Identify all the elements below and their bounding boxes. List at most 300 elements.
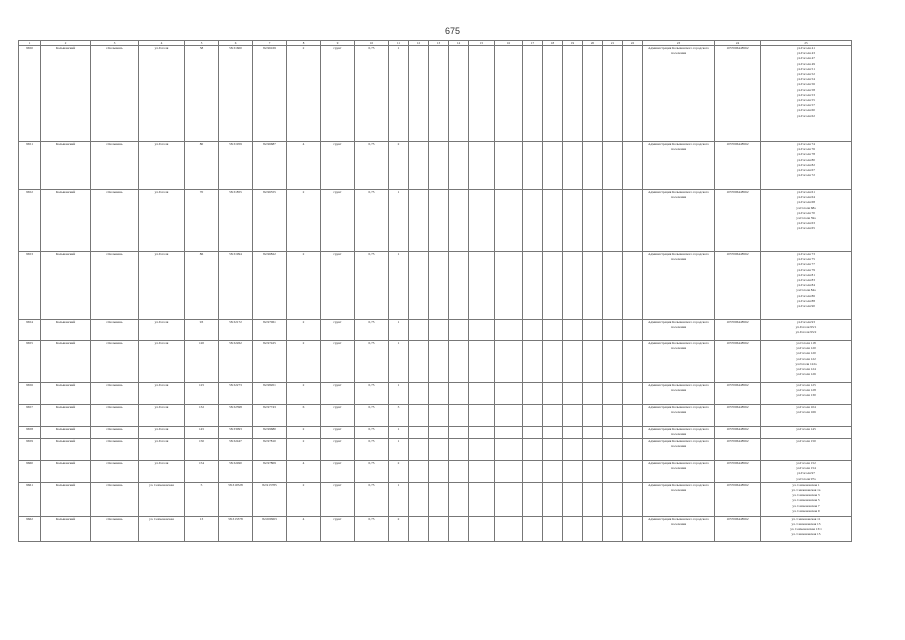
column-number: 12: [409, 41, 429, 46]
empty-cell: [429, 383, 449, 405]
empty-cell: [543, 190, 563, 252]
cell-street: ул.Гоголя: [139, 461, 185, 483]
empty-cell: [583, 341, 603, 383]
address-line: ул.Гоголя 125: [796, 383, 816, 387]
empty-cell: [563, 190, 583, 252]
empty-cell: [449, 427, 469, 439]
address-line: ул.Гоголя 70: [797, 210, 815, 215]
empty-cell: [429, 405, 449, 427]
cell-num: 2: [287, 439, 321, 461]
column-number: 6: [219, 41, 253, 46]
cell-house: 93: [185, 320, 219, 341]
cell-addresses: [761, 142, 852, 190]
table-row: [19, 383, 852, 405]
empty-cell: [543, 142, 563, 190]
empty-cell: [523, 439, 543, 461]
address-line: ул.Гоголя 93/2: [795, 330, 817, 335]
cell-addresses: [761, 383, 852, 405]
empty-cell: [449, 252, 469, 320]
address-line: ул.Гоголя 58: [797, 87, 815, 92]
cell-id: 9651: [19, 142, 41, 190]
cell-lon: 82.96169: [253, 46, 287, 142]
cell-addresses: [761, 482, 852, 516]
empty-cell: [623, 142, 643, 190]
empty-cell: [563, 142, 583, 190]
cell-id: 9655: [19, 341, 41, 383]
cell-town: г.Колывань: [91, 405, 139, 427]
cell-addresses: [761, 190, 852, 252]
register-table: [18, 40, 852, 542]
address-line: ул.Гоголя 166: [796, 410, 816, 415]
cell-area: 0,75: [355, 482, 389, 516]
cell-owner: Администрация Колыванского городского поселения: [643, 439, 715, 461]
empty-cell: [429, 439, 449, 461]
cell-addresses: [761, 516, 852, 541]
empty-cell: [469, 46, 495, 142]
empty-cell: [429, 46, 449, 142]
table-row: [19, 252, 852, 320]
address-line: ул.Гоголя 82: [797, 162, 815, 167]
cell-addresses: [761, 341, 852, 383]
cell-qty: 1: [389, 252, 409, 320]
address-line: ул. Севченовская 15: [791, 532, 821, 537]
empty-cell: [495, 190, 523, 252]
empty-cell: [623, 482, 643, 516]
empty-cell: [563, 46, 583, 142]
empty-cell: [623, 383, 643, 405]
cell-lon: 82.97743: [253, 405, 287, 427]
address-line: ул. Севченовская 9: [792, 508, 820, 513]
cell-lat: 58.33093: [219, 427, 253, 439]
cell-house: 150: [185, 439, 219, 461]
cell-district: Колыванский: [41, 190, 91, 252]
cell-qty: 2: [389, 461, 409, 483]
empty-cell: [495, 461, 523, 483]
cell-town: г.Колывань: [91, 427, 139, 439]
cell-lon: 82.96687: [253, 142, 287, 190]
empty-cell: [429, 142, 449, 190]
cell-house: 5: [185, 482, 219, 516]
table-row: [19, 190, 852, 252]
cell-area: 0,75: [355, 46, 389, 142]
cell-ogrn: 1057006448562: [715, 461, 761, 483]
column-number: 24: [715, 41, 761, 46]
address-line: ул.Гоголя 130: [796, 393, 816, 398]
address-line: ул.Гоголя 72: [797, 173, 815, 178]
address-line: ул.Гоголя 63: [797, 221, 815, 226]
empty-cell: [409, 252, 429, 320]
empty-cell: [495, 405, 523, 427]
address-line: ул. Севченовская 13/1: [790, 527, 822, 532]
address-line: ул.Гоголя 53: [797, 92, 815, 97]
cell-owner: Администрация Колыванского городского поселения: [643, 482, 715, 516]
cell-district: Колыванский: [41, 320, 91, 341]
column-number: 9: [321, 41, 355, 46]
cell-area: 0,75: [355, 252, 389, 320]
cell-area: 0,75: [355, 142, 389, 190]
address-line: ул.Гоголя 150: [796, 439, 816, 443]
address-line: ул.Гоголя 93: [797, 320, 815, 324]
cell-district: Колыванский: [41, 427, 91, 439]
empty-cell: [449, 516, 469, 541]
empty-cell: [469, 142, 495, 190]
cell-owner: Администрация Колыванского городского поселения: [643, 142, 715, 190]
cell-area: 0,75: [355, 383, 389, 405]
cell-owner: Администрация Колыванского городского поселения: [643, 252, 715, 320]
column-number: 13: [429, 41, 449, 46]
column-number: 21: [603, 41, 623, 46]
cell-area: 0,75: [355, 427, 389, 439]
cell-addresses: [761, 405, 852, 427]
empty-cell: [449, 482, 469, 516]
cell-cover: грунт: [321, 320, 355, 341]
empty-cell: [563, 461, 583, 483]
empty-cell: [495, 142, 523, 190]
empty-cell: [523, 142, 543, 190]
cell-num: 2: [287, 190, 321, 252]
cell-ogrn: 1057006448562: [715, 341, 761, 383]
empty-cell: [409, 190, 429, 252]
table-row: [19, 516, 852, 541]
empty-cell: [469, 439, 495, 461]
cell-street: ул.Гоголя: [139, 142, 185, 190]
empty-cell: [523, 46, 543, 142]
empty-cell: [603, 427, 623, 439]
cell-id: 9661: [19, 482, 41, 516]
address-line: ул.Гоголя 120: [796, 351, 816, 356]
empty-cell: [469, 252, 495, 320]
address-line: ул.Гоголя 93/1: [795, 325, 817, 330]
column-number: 16: [495, 41, 523, 46]
empty-cell: [495, 516, 523, 541]
empty-cell: [409, 341, 429, 383]
empty-cell: [429, 482, 449, 516]
cell-num: 2: [287, 427, 321, 439]
empty-cell: [623, 341, 643, 383]
address-line: ул.Гоголя 154: [796, 466, 816, 471]
empty-cell: [603, 461, 623, 483]
empty-cell: [543, 439, 563, 461]
cell-lon: 82.96555: [253, 190, 287, 252]
empty-cell: [449, 46, 469, 142]
cell-street: ул.Гоголя: [139, 439, 185, 461]
cell-owner: Администрация Колыванского городского поселения: [643, 341, 715, 383]
empty-cell: [495, 46, 523, 142]
cell-street: ул.Гоголя: [139, 320, 185, 341]
cell-qty: 2: [389, 516, 409, 541]
empty-cell: [429, 320, 449, 341]
table-row: [19, 405, 852, 427]
empty-cell: [623, 252, 643, 320]
cell-house: 58: [185, 46, 219, 142]
cell-lat: 58.31959: [219, 142, 253, 190]
empty-cell: [623, 427, 643, 439]
cell-town: г.Колыванъ: [91, 46, 139, 142]
cell-qty: 1: [389, 320, 409, 341]
empty-cell: [563, 427, 583, 439]
empty-cell: [603, 142, 623, 190]
cell-lon: 82.96822: [253, 252, 287, 320]
empty-cell: [409, 427, 429, 439]
address-line: ул.Гоголя 76: [797, 147, 815, 152]
cell-lon: 82.98201: [253, 383, 287, 405]
empty-cell: [583, 461, 603, 483]
address-line: ул.Гоголя 62: [797, 113, 815, 118]
column-number: 4: [139, 41, 185, 46]
empty-cell: [409, 461, 429, 483]
empty-cell: [623, 439, 643, 461]
address-line: ул.Гоголя 67: [797, 168, 815, 173]
cell-cover: грунт: [321, 252, 355, 320]
empty-cell: [603, 341, 623, 383]
cell-district: Колыванский: [41, 516, 91, 541]
cell-cover: грунт: [321, 461, 355, 483]
empty-cell: [543, 320, 563, 341]
empty-cell: [583, 46, 603, 142]
address-line: ул.Гоголя 41: [797, 46, 815, 50]
empty-cell: [603, 46, 623, 142]
cell-area: 0,75: [355, 439, 389, 461]
cell-street: ул.Гоголя: [139, 252, 185, 320]
address-line: ул.Гоголя 54: [797, 77, 815, 82]
empty-cell: [583, 320, 603, 341]
cell-owner: Администрация Колыванского городского поселения: [643, 405, 715, 427]
cell-town: г.Колывань: [91, 320, 139, 341]
cell-addresses: [761, 427, 852, 439]
cell-qty: 2: [389, 142, 409, 190]
empty-cell: [409, 320, 429, 341]
empty-cell: [523, 383, 543, 405]
address-line: ул.Гоголя 104: [796, 405, 816, 409]
cell-ogrn: 1057006448562: [715, 383, 761, 405]
cell-district: Колыванский: [41, 482, 91, 516]
cell-lon: 82.97810: [253, 439, 287, 461]
empty-cell: [409, 482, 429, 516]
cell-addresses: [761, 320, 852, 341]
address-line: ул.Гоголя 64: [797, 195, 815, 200]
cell-area: 0,75: [355, 516, 389, 541]
empty-cell: [495, 341, 523, 383]
column-number: 18: [543, 41, 563, 46]
empty-cell: [469, 383, 495, 405]
empty-cell: [469, 341, 495, 383]
address-line: ул.Гоголя 65: [797, 226, 815, 231]
cell-ogrn: 1057006448562: [715, 252, 761, 320]
address-line: ул.Гоголя 49: [797, 61, 815, 66]
address-line: ул.Гоголя 47: [797, 56, 815, 61]
empty-cell: [449, 341, 469, 383]
cell-num: 2: [287, 341, 321, 383]
empty-cell: [469, 190, 495, 252]
cell-id: 9654: [19, 320, 41, 341]
cell-qty: 1: [389, 46, 409, 142]
address-line: ул. Севченовская 13: [791, 522, 821, 527]
cell-lon: 82.913785: [253, 482, 287, 516]
address-line: ул.Гоголя 97а: [796, 476, 816, 481]
cell-num: 2: [287, 383, 321, 405]
cell-id: 9660: [19, 461, 41, 483]
address-line: ул.Гоголя 128: [796, 388, 816, 393]
cell-qty: 1: [389, 439, 409, 461]
empty-cell: [495, 482, 523, 516]
column-number: 15: [469, 41, 495, 46]
empty-cell: [409, 405, 429, 427]
table-row: [19, 439, 852, 461]
empty-cell: [603, 482, 623, 516]
address-line: ул.Гоголя 122а: [795, 361, 817, 366]
empty-cell: [469, 482, 495, 516]
empty-cell: [409, 439, 429, 461]
cell-town: г.Колывань: [91, 341, 139, 383]
column-number: 20: [583, 41, 603, 46]
cell-district: Колыванский: [41, 461, 91, 483]
empty-cell: [543, 405, 563, 427]
cell-town: г.Колывань: [91, 190, 139, 252]
cell-house: 86: [185, 252, 219, 320]
cell-street: ул.Гоголя: [139, 427, 185, 439]
empty-cell: [543, 341, 563, 383]
empty-cell: [449, 142, 469, 190]
empty-cell: [449, 405, 469, 427]
cell-addresses: [761, 252, 852, 320]
cell-owner: Администрация Колыванского городского поселения: [643, 461, 715, 483]
cell-id: 9656: [19, 383, 41, 405]
column-number: 8: [287, 41, 321, 46]
empty-cell: [543, 461, 563, 483]
empty-cell: [603, 190, 623, 252]
address-line: ул. Севченовская 3: [792, 493, 820, 498]
empty-cell: [543, 482, 563, 516]
empty-cell: [563, 439, 583, 461]
cell-cover: грунт: [321, 341, 355, 383]
address-line: ул.Гоголя 57: [797, 103, 815, 108]
empty-cell: [523, 405, 543, 427]
cell-house: 132: [185, 405, 219, 427]
cell-id: 9650: [19, 46, 41, 142]
cell-street: ул.Гоголя: [139, 190, 185, 252]
address-line: ул.Гоголя 68: [797, 200, 815, 205]
cell-district: Колыванский: [41, 142, 91, 190]
table-row: [19, 46, 852, 142]
column-number: 1: [19, 41, 41, 46]
address-line: ул.Гоголя 152: [796, 461, 816, 465]
cell-area: 0,75: [355, 405, 389, 427]
cell-district: Колыванский: [41, 405, 91, 427]
column-number: 23: [643, 41, 715, 46]
cell-lon: 82.97425: [253, 341, 287, 383]
address-line: ул.Гоголя 124: [796, 367, 816, 372]
cell-num: 2: [287, 482, 321, 516]
address-line: ул.Гоголя 80: [797, 157, 815, 162]
empty-cell: [603, 252, 623, 320]
cell-owner: Администрация Колыванского городского поселения: [643, 516, 715, 541]
empty-cell: [523, 427, 543, 439]
address-line: ул.Гоголя 84а: [796, 288, 816, 293]
cell-lat: 58.31600: [219, 46, 253, 142]
cell-street: ул.Гоголя: [139, 405, 185, 427]
empty-cell: [563, 383, 583, 405]
empty-cell: [409, 516, 429, 541]
cell-num: 2: [287, 320, 321, 341]
cell-street: ул. Севченовская: [139, 516, 185, 541]
cell-lat: 58.31855: [219, 190, 253, 252]
address-line: ул.Гоголя 59а: [796, 216, 816, 221]
cell-house: 70: [185, 190, 219, 252]
address-line: ул.Гоголя 88: [797, 298, 815, 303]
address-line: ул.Гоголя 126: [796, 372, 816, 377]
cell-id: 9653: [19, 252, 41, 320]
empty-cell: [563, 252, 583, 320]
cell-house: 13: [185, 516, 219, 541]
cell-cover: грунт: [321, 482, 355, 516]
empty-cell: [409, 383, 429, 405]
address-line: ул.Гоголя 145: [796, 427, 816, 431]
cell-cover: грунт: [321, 46, 355, 142]
cell-town: г.Колывань: [91, 142, 139, 190]
cell-town: г.Колывань: [91, 461, 139, 483]
cell-lon: 82.97809: [253, 461, 287, 483]
cell-house: 154: [185, 461, 219, 483]
empty-cell: [563, 405, 583, 427]
cell-num: 2: [287, 46, 321, 142]
cell-ogrn: 1057006448562: [715, 142, 761, 190]
empty-cell: [543, 383, 563, 405]
address-line: ул.Гоголя 83: [797, 278, 815, 283]
cell-id: 9657: [19, 405, 41, 427]
cell-owner: Администрация Колыванского городского поселения: [643, 383, 715, 405]
cell-num: 6: [287, 405, 321, 427]
cell-num: 4: [287, 516, 321, 541]
empty-cell: [523, 482, 543, 516]
table-row: [19, 320, 852, 341]
cell-num: 2: [287, 252, 321, 320]
address-line: ул.Гоголя 52: [797, 72, 815, 77]
cell-area: 0,75: [355, 341, 389, 383]
empty-cell: [583, 383, 603, 405]
cell-owner: Администрация Колыванского городского поселения: [643, 46, 715, 142]
cell-owner: Администрация Колыванского городского поселения: [643, 427, 715, 439]
empty-cell: [603, 439, 623, 461]
cell-owner: Администрация Колыванского городского поселения: [643, 320, 715, 341]
cell-lat: 58.32447: [219, 439, 253, 461]
empty-cell: [429, 516, 449, 541]
empty-cell: [449, 320, 469, 341]
column-number: 22: [623, 41, 643, 46]
empty-cell: [543, 46, 563, 142]
cell-qty: 1: [389, 341, 409, 383]
cell-qty: 1: [389, 383, 409, 405]
empty-cell: [563, 320, 583, 341]
cell-addresses: [761, 46, 852, 142]
cell-town: г.Колывань: [91, 516, 139, 541]
cell-cover: грунт: [321, 383, 355, 405]
cell-street: ул.Гоголя: [139, 46, 185, 142]
address-line: ул.Гоголя 79: [797, 267, 815, 272]
cell-town: г.Колывань: [91, 383, 139, 405]
empty-cell: [603, 320, 623, 341]
address-line: ул.Гоголя 51: [797, 66, 815, 71]
table-row: [19, 427, 852, 439]
address-line: ул.Гоголя 77: [797, 262, 815, 267]
cell-cover: грунт: [321, 190, 355, 252]
cell-id: 9658: [19, 427, 41, 439]
empty-cell: [623, 190, 643, 252]
empty-cell: [563, 516, 583, 541]
cell-cover: грунт: [321, 405, 355, 427]
cell-qty: 3: [389, 405, 409, 427]
cell-num: 4: [287, 461, 321, 483]
address-line: ул.Гоголя 55: [797, 98, 815, 103]
